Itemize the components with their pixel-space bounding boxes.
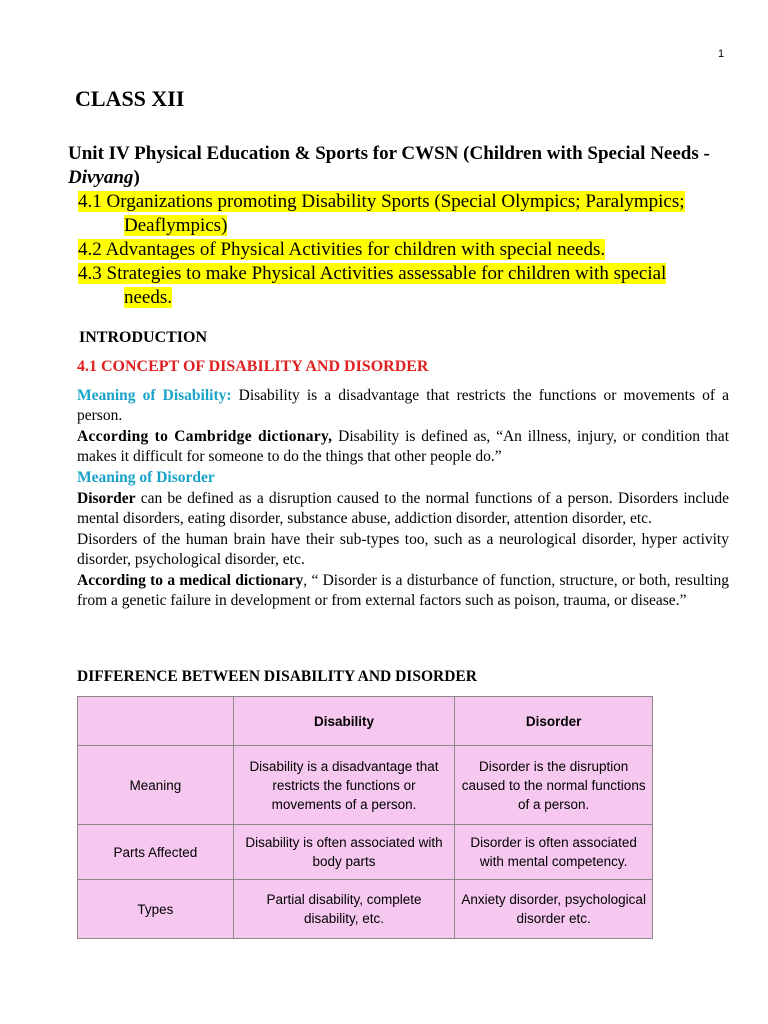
table-header-cell (78, 697, 234, 746)
table-row (78, 746, 653, 825)
disability-meaning-paragraph (77, 386, 729, 426)
topic-text: 4.1 Organizations promoting Disability Sports (Special Olympics; Paralympics; Deaflympics) (78, 191, 685, 236)
table-header-row (78, 697, 653, 746)
introduction-heading: INTRODUCTION (79, 329, 208, 346)
page-number: 1 (718, 48, 725, 60)
medical-paragraph (77, 571, 729, 611)
section-title: 4.1 CONCEPT OF DISABILITY AND DISORDER (77, 358, 429, 375)
medical-text: , “ Disorder is a disturbance of function, structure, or both, resulting from a genetic failure in development or from external factors such as poison, trauma, or disease.” (77, 572, 729, 609)
class-title: CLASS XII (75, 86, 185, 111)
topic-text: 4.3 Strategies to make Physical Activities assessable for children with special needs. (78, 263, 667, 308)
topic-item (78, 190, 698, 238)
disorder-label: Disorder (77, 490, 136, 507)
disorder-paragraph (77, 489, 729, 529)
disorder-meaning-heading (77, 468, 729, 488)
difference-title: DIFFERENCE BETWEEN DISABILITY AND DISORDER (77, 668, 477, 685)
body-text (77, 386, 729, 612)
table-cell: Disorder is the disruption caused to the normal functions of a person. (455, 746, 653, 825)
table-row (78, 880, 653, 939)
brain-paragraph: Disorders of the human brain have their sub-types too, such as a neurological disorder, hyper activity disorder, psychological disorder, etc. (77, 531, 729, 568)
table-cell: Disorder is often associated with mental competency. (455, 825, 653, 880)
topic-item (78, 238, 698, 262)
disorder-text: can be defined as a disruption caused to the normal functions of a person. Disorders include mental disorders, eating disorder, substance abuse, addiction disorder, attention disorder, etc. (77, 490, 729, 527)
topic-text: 4.2 Advantages of Physical Activities for children with special needs. (78, 239, 606, 260)
table-cell: Anxiety disorder, psychological disorder etc. (455, 880, 653, 939)
table-cell: Types (78, 880, 234, 939)
table-cell: Disability is often associated with body parts (233, 825, 455, 880)
topic-item (78, 262, 698, 310)
table-cell: Meaning (78, 746, 234, 825)
disorder-meaning-label: Meaning of Disorder (77, 469, 215, 486)
difference-table (77, 696, 653, 939)
cambridge-text: Disability is defined as, “An illness, injury, or condition that makes it difficult for someone to do the things that other people do.” (77, 428, 729, 465)
table-cell: Disability is a disadvantage that restricts the functions or movements of a person. (233, 746, 455, 825)
unit-title-close: ) (133, 167, 140, 188)
medical-label: According to a medical dictionary (77, 572, 304, 589)
cambridge-paragraph (77, 427, 729, 467)
unit-title-text: Unit IV Physical Education & Sports for CWSN (Children with Special Needs - (68, 143, 710, 164)
unit-heading (68, 142, 718, 190)
disability-meaning-label: Meaning of Disability: (77, 387, 232, 404)
disability-meaning-text: Disability is a disadvantage that restricts the functions or movements of a person. (77, 387, 729, 424)
unit-title-italic: Divyang (68, 167, 134, 188)
table-cell: Parts Affected (78, 825, 234, 880)
table-header-cell: Disorder (455, 697, 653, 746)
table-row (78, 825, 653, 880)
cambridge-label: According to Cambridge dictionary, (77, 428, 333, 445)
topic-list (78, 190, 698, 310)
table-header-cell: Disability (233, 697, 455, 746)
table-cell: Partial disability, complete disability, etc. (233, 880, 455, 939)
